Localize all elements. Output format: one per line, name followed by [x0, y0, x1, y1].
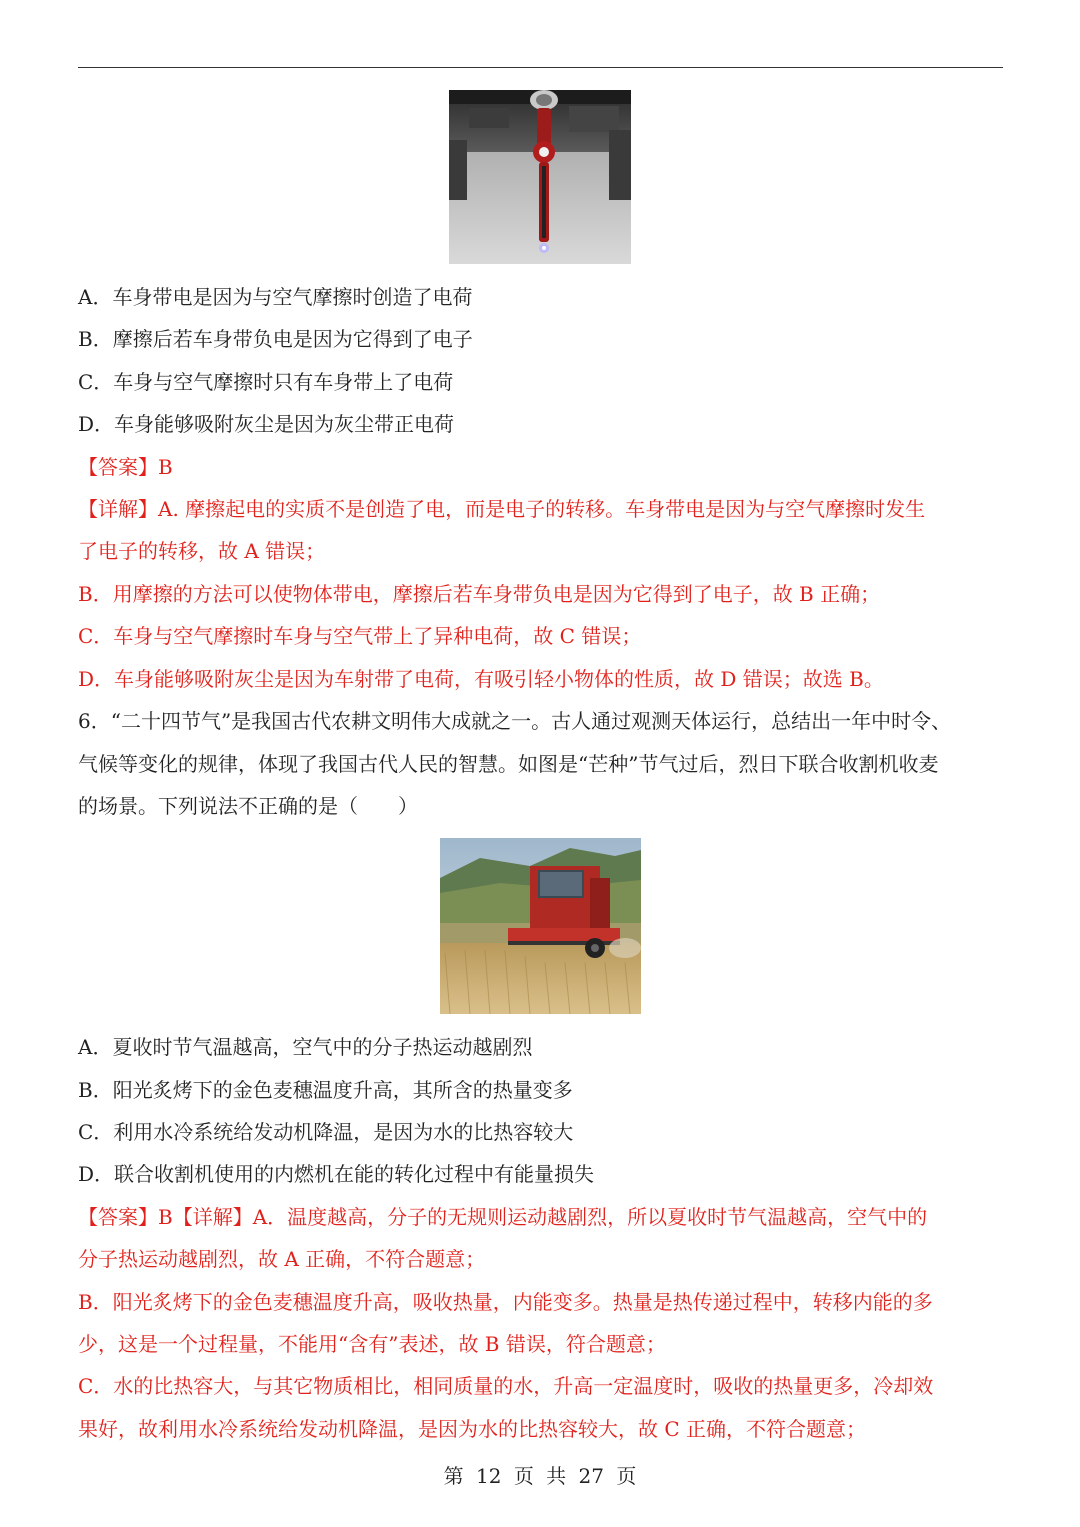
q5-detail-line-2: 了电子的转移，故 A 错误； [78, 539, 326, 563]
q6-stem-line-2: 气候等变化的规律，体现了我国古代人民的智慧。如图是“芒种”节气过后，烈日下联合收割机收麦 [78, 752, 939, 776]
q5-option-c: C．车身与空气摩擦时只有车身带上了电荷 [78, 370, 454, 394]
answer-tag: 【答案】 [78, 455, 158, 479]
q5-detail-d: D．车身能够吸附灰尘是因为车射带了电荷，有吸引轻小物体的性质，故 D 错误；故选 B。 [78, 667, 884, 691]
q6-stem-line-1: 6．“二十四节气”是我国古代农耕文明伟大成就之一。古人通过观测天体运行，总结出一年中时令、 [78, 709, 952, 733]
answer-value: B [158, 455, 173, 479]
answer-tag: 【答案】 [78, 1205, 158, 1229]
q6-answer-line [78, 1203, 927, 1231]
detail-tag: 【详解】 [78, 497, 158, 521]
car-grounding-strap-image [449, 90, 631, 264]
q6-detail-b-line-1: B．阳光炙烤下的金色麦穗温度升高，吸收热量，内能变多。热量是热传递过程中，转移内能的多 [78, 1290, 933, 1314]
detail-tag: 【详解】 [172, 1205, 253, 1229]
combine-harvester-photo [440, 838, 641, 1014]
q6-option-d: D．联合收割机使用的内燃机在能的转化过程中有能量损失 [78, 1162, 595, 1186]
combine-harvester-image [440, 838, 641, 1014]
q6-detail-c-line-1: C．水的比热容大，与其它物质相比，相同质量的水，升高一定温度时，吸收的热量更多，冷却效 [78, 1374, 934, 1398]
q5-detail-c: C．车身与空气摩擦时车身与空气带上了异种电荷，故 C 错误； [78, 624, 642, 648]
q5-answer-line [78, 453, 173, 481]
q6-detail-a-line-2: 分子热运动越剧烈，故 A 正确，不符合题意； [78, 1247, 486, 1271]
q6-option-b: B．阳光炙烤下的金色麦穗温度升高，其所含的热量变多 [78, 1078, 573, 1102]
header-rule [78, 67, 1003, 68]
q5-option-a: A．车身带电是因为与空气摩擦时创造了电荷 [78, 285, 473, 309]
q6-detail-c-line-2: 果好，故利用水冷系统给发动机降温，是因为水的比热容较大，故 C 正确，不符合题意； [78, 1417, 867, 1441]
answer-value: B [158, 1205, 173, 1229]
detail-text: A．温度越高，分子的无规则运动越剧烈，所以夏收时节气温越高，空气中的 [252, 1205, 928, 1229]
q6-detail-b-line-2: 少，这是一个过程量，不能用“含有”表述，故 B 错误，符合题意； [78, 1332, 666, 1356]
q6-stem-line-3: 的场景。下列说法不正确的是（ ） [78, 794, 418, 818]
car-grounding-strap-photo [449, 90, 631, 264]
q5-detail-line-1 [78, 495, 925, 523]
q6-option-c: C．利用水冷系统给发动机降温，是因为水的比热容较大 [78, 1120, 574, 1144]
page-footer: 第 12 页 共 27 页 [443, 1464, 637, 1488]
q6-option-a: A．夏收时节气温越高，空气中的分子热运动越剧烈 [78, 1035, 533, 1059]
detail-text: A. 摩擦起电的实质不是创造了电，而是电子的转移。车身带电是因为与空气摩擦时发生 [158, 497, 926, 521]
q5-detail-b: B．用摩擦的方法可以使物体带电，摩擦后若车身带负电是因为它得到了电子，故 B 正确； [78, 582, 881, 606]
q5-option-b: B．摩擦后若车身带负电是因为它得到了电子 [78, 327, 473, 351]
q5-option-d: D．车身能够吸附灰尘是因为灰尘带正电荷 [78, 412, 455, 436]
